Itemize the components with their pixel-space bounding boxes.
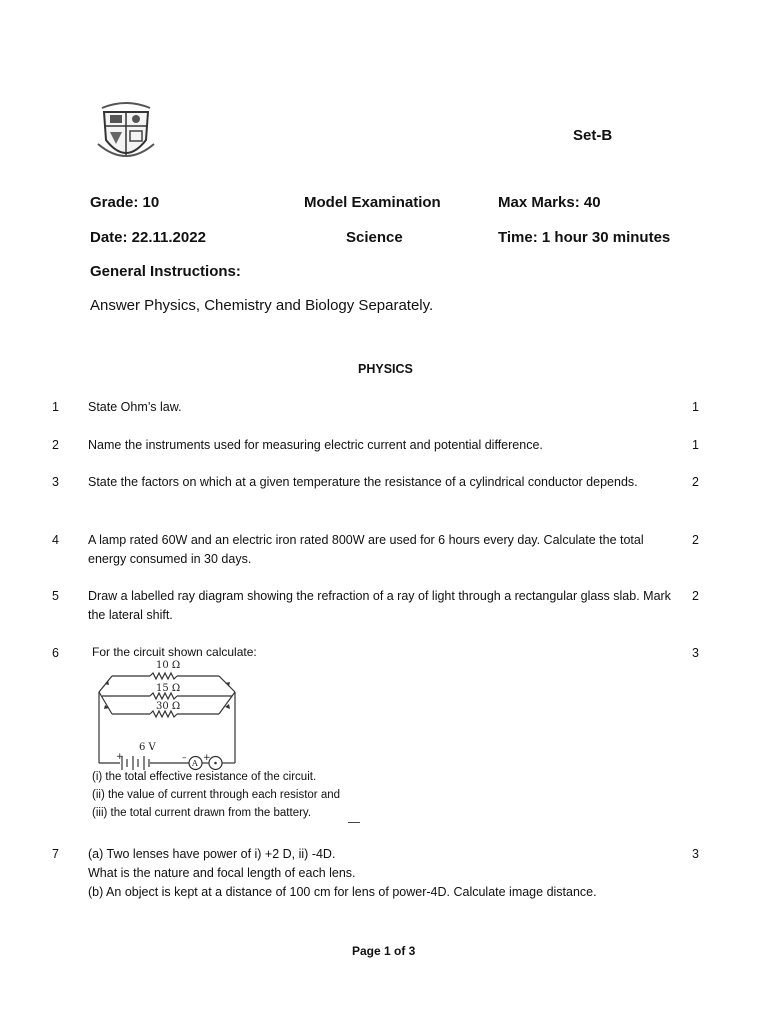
resistor-15-label: 15 Ω xyxy=(156,683,181,694)
resistor-10-label: 10 Ω xyxy=(156,660,181,671)
circuit-part-i: (i) the total effective resistance of the circuit. xyxy=(92,771,317,783)
ammeter-label: A xyxy=(192,759,198,768)
circuit-part-ii: (ii) the value of current through each resistor and xyxy=(92,789,341,801)
time-label: Time: 1 hour 30 minutes xyxy=(498,229,671,246)
grade-label: Grade: 10 xyxy=(90,194,160,211)
question-marks: 2 xyxy=(692,589,699,603)
svg-text:+: + xyxy=(203,753,211,763)
question-number: 2 xyxy=(52,438,59,452)
instructions-text: Answer Physics, Chemistry and Biology Separately. xyxy=(90,297,434,314)
question-number: 6 xyxy=(52,646,59,660)
question-text: A lamp rated 60W and an electric iron rated 800W are used for 6 hours every day. Calculate the total energy consumed in 30 days. xyxy=(88,533,644,566)
question-marks: 1 xyxy=(692,400,699,414)
question-number: 3 xyxy=(52,475,59,489)
question-marks: 3 xyxy=(692,847,699,861)
question-text: State Ohm’s law. xyxy=(88,400,182,414)
question-text: Draw a labelled ray diagram showing the refraction of a ray of light through a rectangular glass slab. Mark the lateral shift. xyxy=(88,589,671,622)
max-marks-label: Max Marks: 40 xyxy=(498,194,601,211)
svg-text:–: – xyxy=(182,753,187,763)
question-text: State the factors on which at a given temperature the resistance of a cylindrical conductor depends. xyxy=(88,475,638,489)
circuit-diagram xyxy=(92,656,252,774)
page-number: Page 1 of 3 xyxy=(352,944,416,958)
question-text-line-2: What is the nature and focal length of each lens. xyxy=(88,866,356,880)
svg-text:+: + xyxy=(116,752,124,762)
question-number: 5 xyxy=(52,589,59,603)
date-label: Date: 22.11.2022 xyxy=(90,229,206,246)
circuit-part-iii: (iii) the total current drawn from the battery. xyxy=(92,807,312,819)
set-label: Set-B xyxy=(573,127,613,144)
question-marks: 2 xyxy=(692,475,699,489)
question-text: Name the instruments used for measuring electric current and potential difference. xyxy=(88,438,543,452)
question-marks: 2 xyxy=(692,533,699,547)
circuit-intro: For the circuit shown calculate: xyxy=(92,645,257,659)
question-marks: 3 xyxy=(692,646,699,660)
resistor-30-label: 30 Ω xyxy=(156,701,181,712)
instructions-title: General Instructions: xyxy=(90,263,241,280)
section-title: PHYSICS xyxy=(358,362,413,376)
question-text-line-1: (a) Two lenses have power of i) +2 D, ii) -4D. xyxy=(88,847,336,861)
underline-mark xyxy=(348,822,360,823)
school-logo xyxy=(92,100,160,168)
question-number: 7 xyxy=(52,847,59,861)
question-number: 1 xyxy=(52,400,59,414)
subject-label: Science xyxy=(346,229,403,246)
battery-label: 6 V xyxy=(139,742,156,753)
question-number: 4 xyxy=(52,533,59,547)
question-text-line-3: (b) An object is kept at a distance of 100 cm for lens of power-4D. Calculate image distance. xyxy=(88,885,597,899)
question-marks: 1 xyxy=(692,438,699,452)
exam-title: Model Examination xyxy=(304,194,441,211)
